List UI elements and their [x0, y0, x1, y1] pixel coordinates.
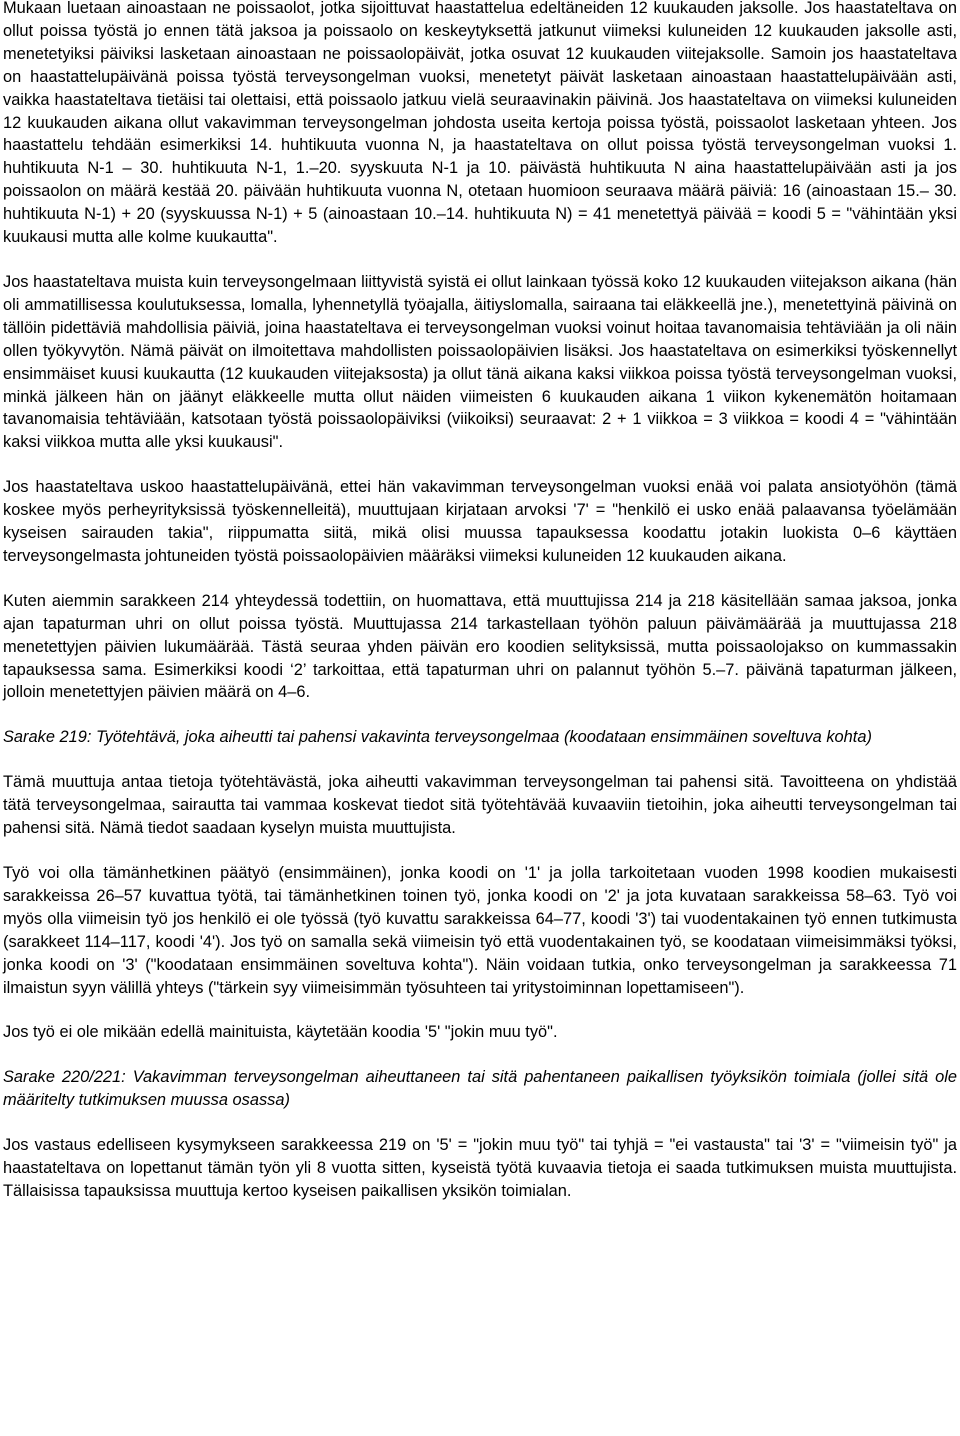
paragraph-220-221: Jos vastaus edelliseen kysymykseen sarakkeessa 219 on '5' = "jokin muu työ" tai tyhjä = "ei vastausta" tai '3' = "viimeisin työ" ja haastateltava on lopettanut tämän työn yli 8 vuotta sitten, kyseistä työtä kuvaavia tietoja ei saada tutkimuksen muista muuttujista. Tällaisissa tapauksissa muuttuja kertoo kyseisen paikallisen yksikön toimialan. — [3, 1136, 957, 1200]
section-heading-219: Sarake 219: Työtehtävä, joka aiheutti tai pahensi vakavinta terveysongelmaa (koodataan ensimmäinen soveltuva kohta) — [3, 728, 872, 747]
paragraph-219-intro: Tämä muuttuja antaa tietoja työtehtävästä, joka aiheutti vakavimman terveysongelman tai pahensi sitä. Tavoitteena on yhdistää tätä terveysongelmaa, sairautta tai vammaa koskevat tiedot sitä työtehtävää kuvaaviin tietoihin, joka aiheutti terveysongelman tai pahensi sitä. Nämä tiedot saadaan kyselyn muista muuttujista. — [3, 773, 957, 838]
paragraph-219-other: Jos työ ei ole mikään edellä mainituista, käytetään koodia '5' "jokin muu työ". — [3, 1023, 558, 1042]
paragraph-219-codes: Työ voi olla tämänhetkinen päätyö (ensimmäinen), jonka koodi on '1' ja jolla tarkoitetaan vuoden 1998 koodien mukaisesti sarakkeissa 26–57 kuvattua työtä, tai tämänhetkinen toinen työ, jonka koodi on '2' ja jota kuvataan sarakkeissa 58–63. Työ voi myös olla viimeisin työ jos henkilö ei ole työssä (työ kuvattu sarakkeissa 64–77, koodi '3') tai vuodentakainen työ ennen tutkimusta (sarakkeet 114–117, koodi '4'). Jos työ on samalla sekä viimeisin työ että vuodentakainen työ, se koodataan viimeisimmäksi työksi, jonka koodi on '3' ("koodataan ensimmäinen soveltuva kohta"). Näin voidaan tutkia, onko terveysongelman ja sarakkeessa 71 ilmaistun syyn välillä yhteys ("tärkein syy viimeisimmän työsuhteen tai yritystoiminnan lopettamiseen"). — [3, 864, 957, 997]
paragraph-column-214: Kuten aiemmin sarakkeen 214 yhteydessä todettiin, on huomattava, että muuttujissa 214 ja 218 käsitellään samaa jaksoa, jonka ajan tapaturman uhri on ollut poissa työstä. Muuttujassa 214 tarkastellaan työhön paluun päivämäärää ja muuttujassa 218 menetettyjen päivien lukumäärää. Tästä seuraa yhden päivän ero koodien selityksissä, mutta poissaolojakso on kummassakin tapauksessa sama. Esimerkiksi koodi ‘2’ tarkoittaa, että tapaturman uhri on palannut työhön 5.–7. päivänä tapaturman jälkeen, jolloin menetettyjen päivien määrä on 4–6. — [3, 591, 957, 702]
paragraph-not-working: Jos haastateltava muista kuin terveysongelmaan liittyvistä syistä ei ollut lainkaan työssä koko 12 kuukauden viitejakson aikana (hän oli ammatillisessa koulutuksessa, lomalla, lyhennetyllä työajalla, äitiyslomalla, sairaana tai eläkkeellä jne.), menetettyinä päivinä on tällöin pidettäviä mahdollisia päiviä, joina haastateltava ei terveysongelman vuoksi voinut hoitaa tavanomaisia tehtäviään ja oli näin ollen työkyvytön. Nämä päivät on ilmoitettava mahdollisten poissaolopäivien lisäksi. Jos haastateltava on esimerkiksi työskennellyt ensimmäiset kuusi kuukautta (12 kuukauden viitejaksosta) ja ollut tänä aikana kaksi viikkoa poissa työstä terveysongelman vuoksi, minkä jälkeen hän on jäänyt eläkkeelle mutta ollut näiden viimeisten 6 kuukauden aikana 1 viikon kykenemätön hoitamaan tavanomaisia tehtäviään, katsotaan työstä poissaolopäiviksi (viikoiksi) seuraavat: 2 + 1 viikkoa = 3 viikkoa = koodi 4 = "vähintään kaksi viikkoa mutta alle yksi kuukausi". — [3, 272, 957, 452]
paragraph-no-return: Jos haastateltava uskoo haastattelupäivänä, ettei hän vakavimman terveysongelman vuoksi enää voi palata ansiotyöhön (tämä koskee myös perheyrityksissä työskennelleitä), muuttujaan kirjataan arvoksi '7' = "henkilö ei usko enää palaavansa työelämään kyseisen sairauden takia", riippumatta siitä, mikä olisi muussa tapauksessa koodattu jotakin luokista 0–6 käyttäen terveysongelmasta johtuneiden työstä poissaolopäivien määräksi viimeksi kuluneiden 12 kuukauden aikana. — [3, 478, 957, 565]
document-page — [3, 0, 957, 1203]
section-heading-220-221: Sarake 220/221: Vakavimman terveysongelman aiheuttaneen tai sitä pahentaneen paikallisen työyksikön toimiala (jollei sitä ole määritelty tutkimuksen muussa osassa) — [3, 1068, 957, 1110]
paragraph-absence-period: Mukaan luetaan ainoastaan ne poissaolot, jotka sijoittuvat haastattelua edeltäneiden 12 kuukauden jaksolle. Jos haastateltava on ollut poissa työstä jo ennen tätä jaksoa ja poissaolo on keskeytyksettä jatkunut viimeksi kuluneiden 12 kuukauden jaksolle asti, menetetyiksi päiviksi lasketaan ainoastaan ne poissaolopäivät, jotka osuvat 12 kuukauden viitejaksolle. Samoin jos haastateltava on haastattelupäivänä poissa työstä terveysongelman vuoksi, menetetyt päivät lasketaan ainoastaan haastattelupäivään asti, vaikka haastateltava tietäisi tai olettaisi, että poissaolo jatkuu vielä seuraavinakin päivinä. Jos haastateltava on viimeksi kuluneiden 12 kuukauden aikana ollut vakavimman terveysongelman johdosta useita kertoja poissa työstä, poissaolot lasketaan yhteen. Jos haastattelu tehdään esimerkiksi 14. huhtikuuta vuonna N, ja haastateltava on ollut poissa työstä terveysongelman vuoksi 1. huhtikuuta N-1 – 30. huhtikuuta N-1, 1.–20. syyskuuta N-1 ja 10. päivästä huhtikuuta N aina haastattelupäivään asti ja jos poissaolon on määrä kestää 20. päivään huhtikuuta vuonna N, otetaan huomioon seuraava määrä päiviä: 16 (ainoastaan 15.– 30. huhtikuuta N-1) + 20 (syyskuussa N-1) + 5 (ainoastaan 10.–14. huhtikuuta N) = 41 menetettyä päivää = koodi 5 = "vähintään yksi kuukausi mutta alle kolme kuukautta". — [3, 0, 957, 247]
